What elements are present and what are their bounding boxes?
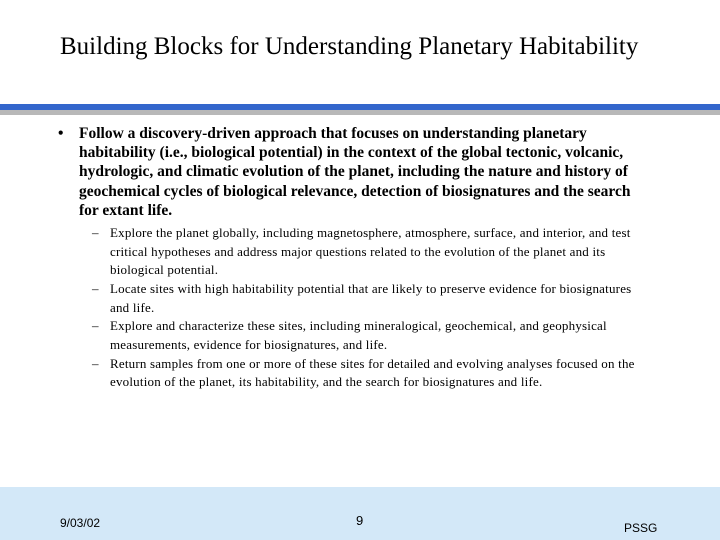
sub-bullet-text: Explore the planet globally, including magnetosphere, atmosphere, surface, and interior, and test critical hypotheses and address major questions related to the evolution of the planet and its biological potential. xyxy=(110,225,631,278)
footer-organization: PSSG xyxy=(624,521,658,535)
main-bullet-text: Follow a discovery-driven approach that focuses on understanding planetary habitability (i.e., biological potential) in the context of the global tectonic, volcanic, hydrologic, and climatic evolution of the planet, including the nature and history of geochemical cycles of biological relevance, detection of biosignatures and the search for extant life. xyxy=(79,125,631,219)
main-bullet xyxy=(58,124,650,220)
sub-bullet xyxy=(92,224,652,280)
sub-bullet xyxy=(92,280,652,317)
sub-bullet-text: Explore and characterize these sites, including mineralogical, geochemical, and geophysical measurements, evidence for biosignatures, and life. xyxy=(110,318,607,352)
sub-bullet-marker: – xyxy=(92,355,99,371)
sub-bullet xyxy=(92,355,652,392)
title-rule-shadow xyxy=(0,110,720,115)
sub-bullet-marker: – xyxy=(92,280,99,296)
sub-bullet-marker: – xyxy=(92,318,99,334)
sub-bullet-text: Return samples from one or more of these sites for detailed and evolving analyses focused on the evolution of the planet, its habitability, and the search for biosignatures and life. xyxy=(110,355,635,390)
slide-title: Building Blocks for Understanding Planetary Habitability xyxy=(60,33,639,60)
sub-bullet-marker: – xyxy=(92,225,99,240)
footer-date: 9/03/02 xyxy=(60,516,101,530)
sub-bullet xyxy=(92,317,652,354)
sub-bullet-text: Locate sites with high habitability potential that are likely to preserve evidence for biosignatures and life. xyxy=(110,280,632,315)
page-number: 9 xyxy=(356,513,364,528)
sub-bullet-list xyxy=(92,224,652,392)
bullet-marker: • xyxy=(58,125,64,142)
